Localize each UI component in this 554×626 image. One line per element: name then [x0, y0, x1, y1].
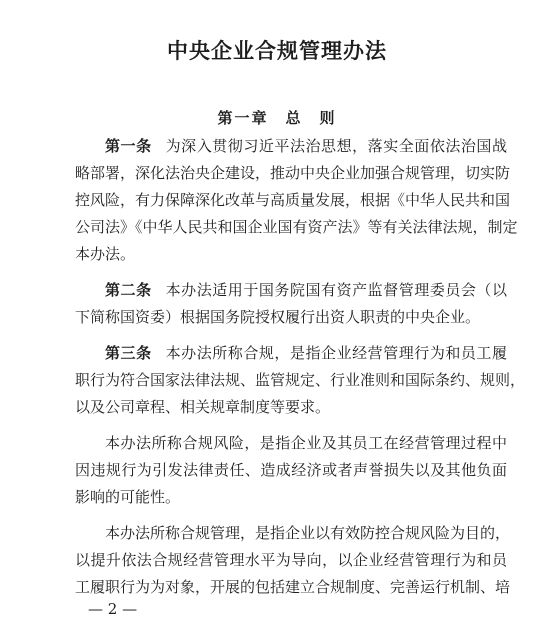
document-body	[75, 133, 526, 601]
paragraph-text: 本办法所称合规，是指企业经营管理行为和员工履	[165, 344, 507, 362]
paragraph-text: 控风险，有力保障深化改革与高质量发展，根据《中华人民共和国	[75, 191, 511, 209]
paragraph-text: 本办法所称合规风险，是指企业及其员工在经营管理过程中	[105, 434, 507, 452]
paragraph-text: 工履职行为为对象，开展的包括建立合规制度、完善运行机制、培	[75, 578, 511, 596]
paragraph-text: 影响的可能性。	[75, 488, 181, 506]
paragraph-text: 下简称国资委）根据国务院授权履行出资人职责的中央企业。	[75, 308, 481, 326]
paragraph-line	[75, 340, 507, 367]
paragraph-gap	[75, 268, 507, 277]
paragraph-text: 以提升依法合规经营管理水平为导向，以企业经营管理行为和员	[75, 551, 507, 569]
paragraph-line	[75, 547, 507, 574]
article-label: 第一条	[105, 137, 152, 155]
chapter-title: 第一章 总 则	[217, 109, 337, 127]
paragraph-line	[75, 574, 511, 601]
paragraph-line	[75, 520, 511, 547]
paragraph-line	[75, 214, 518, 241]
article-label: 第三条	[105, 344, 152, 362]
paragraph	[75, 133, 518, 268]
paragraph-text: 以及公司章程、相关规章制度等要求。	[75, 398, 331, 416]
paragraph	[75, 520, 511, 601]
paragraph-line	[75, 394, 507, 421]
paragraph-line	[75, 304, 507, 331]
paragraph-gap	[75, 331, 507, 340]
article-label: 第二条	[105, 281, 152, 299]
paragraph-line	[75, 160, 511, 187]
paragraph-gap	[75, 511, 507, 520]
paragraph-text: 为深入贯彻习近平法治思想，落实全面依法治国战	[165, 137, 507, 155]
paragraph-line	[75, 241, 507, 268]
paragraph-line	[75, 484, 507, 511]
paragraph-text: 本办法适用于国务院国有资产监督管理委员会（以	[165, 281, 507, 299]
document-title: 中央企业合规管理办法	[167, 39, 387, 63]
paragraph-line	[75, 367, 526, 394]
paragraph	[75, 340, 526, 421]
paragraph-text: 因违规行为引发法律责任、造成经济或者声誉损失以及其他负面	[75, 461, 507, 479]
paragraph-text: 公司法》《中华人民共和国企业国有资产法》等有关法律法规，制定	[75, 218, 518, 236]
paragraph-gap	[75, 421, 507, 430]
paragraph-line	[75, 187, 511, 214]
paragraph	[75, 277, 507, 331]
paragraph	[75, 430, 507, 511]
paragraph-line	[75, 430, 507, 457]
page-number: — 2 —	[88, 600, 138, 618]
paragraph-line	[75, 277, 507, 304]
paragraph-text: 职行为符合国家法律法规、监管规定、行业准则和国际条约、规则，	[75, 371, 526, 389]
paragraph-text: 本办法所称合规管理，是指企业以有效防控合规风险为目的，	[105, 524, 511, 542]
paragraph-text: 略部署，深化法治央企建设，推动中央企业加强合规管理，切实防	[75, 164, 511, 182]
paragraph-text: 本办法。	[75, 245, 136, 263]
paragraph-line	[75, 457, 507, 484]
paragraph-line	[75, 133, 507, 160]
